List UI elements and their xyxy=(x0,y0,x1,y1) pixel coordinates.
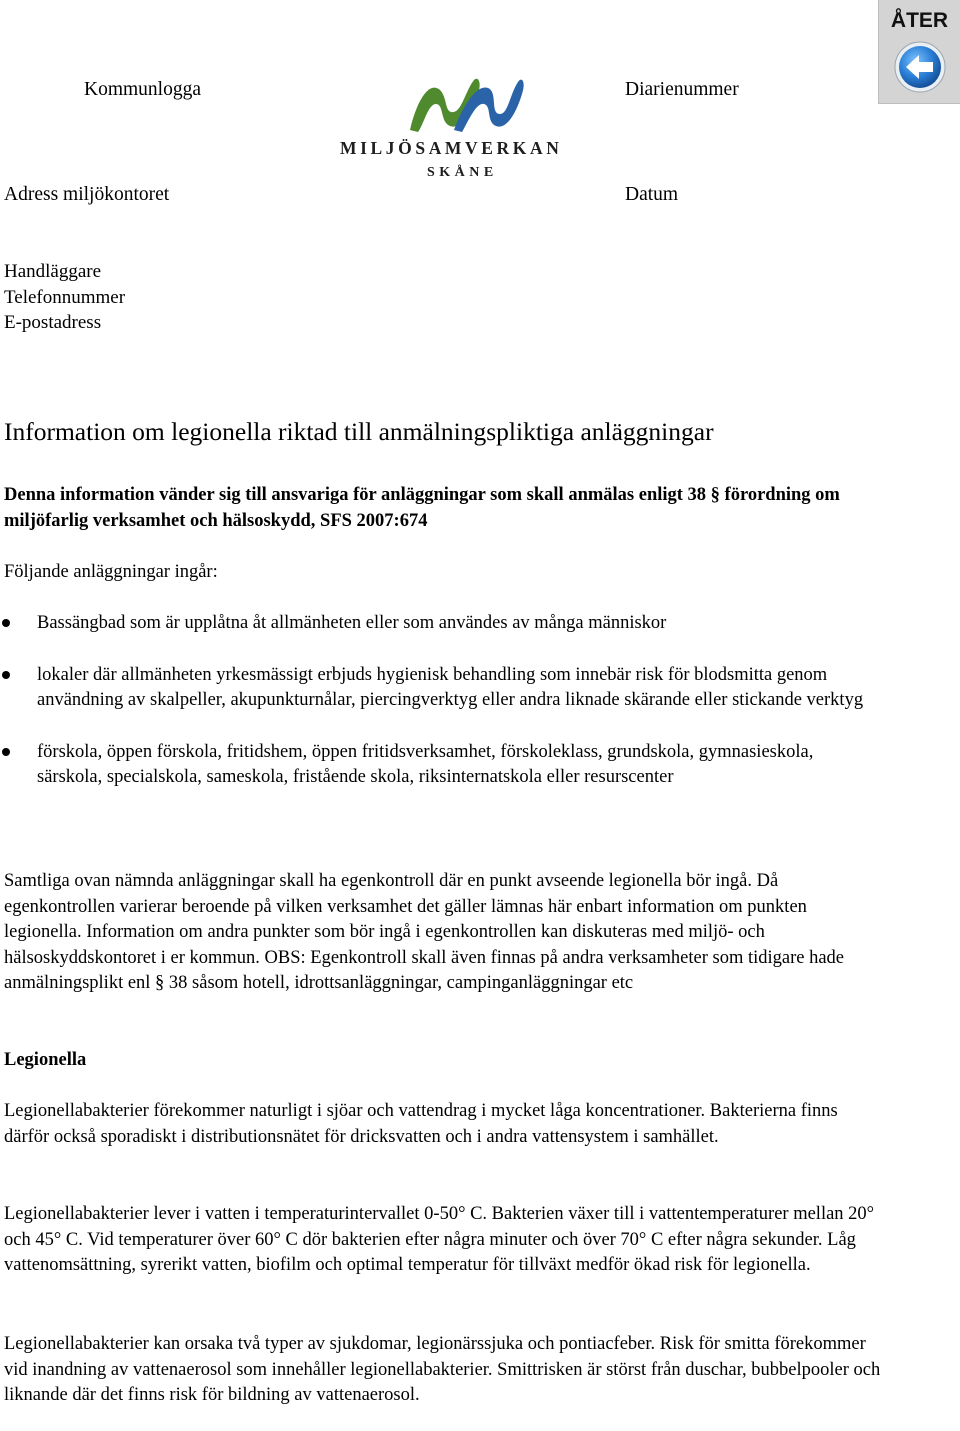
phone-label: Telefonnummer xyxy=(4,286,126,308)
logo-title: MILJÖSAMVERKAN xyxy=(340,138,563,158)
facilities-list xyxy=(0,611,880,817)
section-heading: Legionella xyxy=(4,1050,87,1070)
bullet-icon xyxy=(2,748,10,756)
list-item: förskola, öppen förskola, fritidshem, öppen fritidsverksamhet, förskoleklass, grundskola, gymnasieskola, särskola, specialskola, sameskola, fristående skola, riksinternatskola eller resurscenter xyxy=(0,740,880,791)
officer-label: Handläggare xyxy=(4,261,102,282)
arrow-left-icon xyxy=(893,40,947,94)
contact-block xyxy=(4,259,125,336)
paragraph-occurrence: Legionellabakterier förekommer naturligt i sjöar och vattendrag i mycket låga koncentrationer. Bakterierna finns därför också sporadiskt i distributionsnätet för dricksvatten och i andra vattensystem i samhället. xyxy=(4,1101,838,1147)
paragraph-disease: Legionellabakterier kan orsaka två typer av sjukdomar, legionärssjuka och pontiacfeber. Risk för smitta förekommer vid inandning av vattenaerosol som innehåller legionellabakterier. Smittrisken är störst från duschar, bubbelpooler och liknande där det finns risk för bildning av vattenaerosol. xyxy=(4,1334,881,1405)
page-title: Information om legionella riktad till anmälningspliktiga anläggningar xyxy=(4,417,714,446)
logo-subtitle: SKÅNE xyxy=(427,165,498,180)
paragraph-temperature: Legionellabakterier lever i vatten i temperaturintervallet 0-50° C. Bakterien växer till i vattentemperaturer mellan 20° och 45° C. Vid temperaturer över 60° C dör bakterien efter några minuter och över 70° C efter några sekunder. Låg vattenomsättning, syrerikt vatten, biofilm och optimal temperatur för tillväxt medför ökad risk för legionella. xyxy=(4,1204,875,1275)
list-item: lokaler där allmänheten yrkesmässigt erbjuds hygienisk behandling som innebär risk för blodsmitta genom användning av skalpeller, akupunkturnålar, piercingverktyg eller andra liknade skärande eller stickande verktyg xyxy=(0,663,880,714)
bullet-icon xyxy=(2,619,10,627)
intro-paragraph: Denna information vänder sig till ansvariga för anläggningar som skall anmälas enligt 38 § förordning om miljöfarlig verksamhet och hälsoskydd, SFS 2007:674 xyxy=(4,485,840,531)
bullet-icon xyxy=(2,671,10,679)
miljosamverkan-logo xyxy=(332,74,592,186)
list-item: Bassängbad som är upplåtna åt allmänheten eller som användes av många människor xyxy=(0,611,880,637)
back-button[interactable] xyxy=(878,0,960,104)
office-address-label: Adress miljökontoret xyxy=(4,184,170,205)
back-button-label: ÅTER xyxy=(890,9,949,32)
date-label: Datum xyxy=(625,184,679,205)
logo-mark-icon xyxy=(332,74,592,136)
self-control-paragraph: Samtliga ovan nämnda anläggningar skall ha egenkontroll där en punkt avseende legionella bör ingå. Då egenkontrollen varierar beroende på vilken verksamhet det gäller lämnas här enbart information om punkten legionella. Information om andra punkter som bör ingå i egenkontrollen kan diskuteras med miljö- och hälsoskyddskontoret i er kommun. OBS: Egenkontroll skall även finnas på andra verksamheter som tidigare hade anmälningsplikt enl § 38 såsom hotell, idrottsanläggningar, campinganläggningar etc xyxy=(4,871,845,993)
email-label: E-postadress xyxy=(4,312,102,333)
municipality-logo-placeholder: Kommunlogga xyxy=(84,79,201,100)
facilities-lead: Följande anläggningar ingår: xyxy=(4,562,218,582)
reference-number-label: Diarienummer xyxy=(625,79,739,100)
